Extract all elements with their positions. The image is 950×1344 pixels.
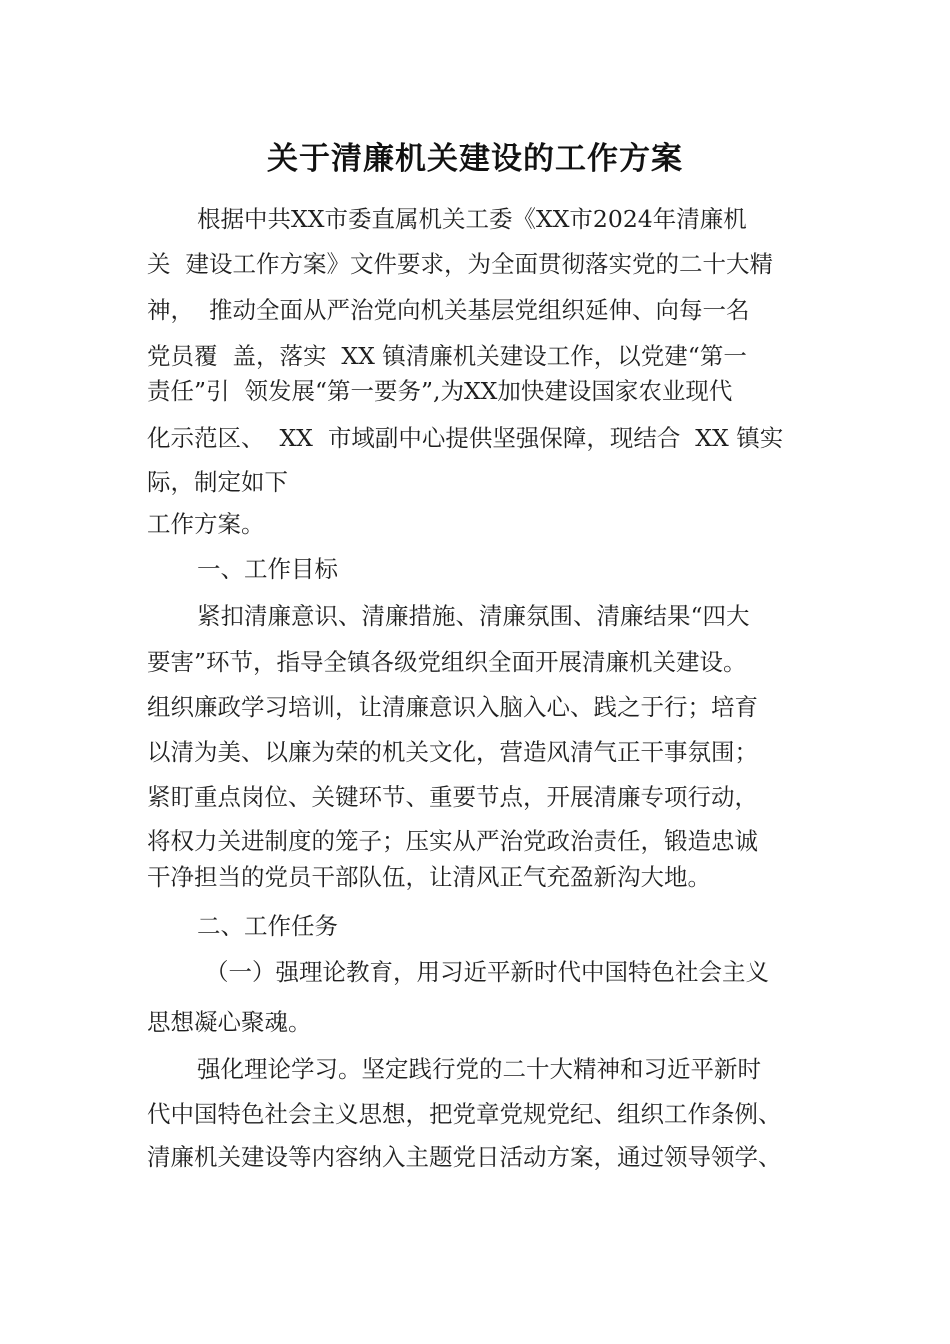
para-line-1: 强化理论学习。坚定践行党的二十大精神和习近平新时 [197,1055,761,1083]
document-title: 关于清廉机关建设的工作方案 [267,141,683,177]
subsection1-line-1: （一）强理论教育，用习近平新时代中国特色社会主义 [205,958,769,986]
section-heading-tasks: 二、工作任务 [197,912,338,940]
para-line-3: 清廉机关建设等内容纳入主题党日活动方案，通过领导领学、 [147,1143,782,1171]
section-heading-goals: 一、工作目标 [197,555,338,583]
para-line-2: 代中国特色社会主义思想，把党章党规党纪、组织工作条例、 [147,1100,782,1128]
section1-line-5: 紧盯重点岗位、关键环节、重要节点，开展清廉专项行动， [147,783,758,811]
section1-line-4: 以清为美、以廉为荣的机关文化，营造风清气正干事氛围； [147,738,758,766]
intro-line-3: 神， 推动全面从严治党向机关基层党组织延伸、向每一名 [147,296,750,324]
intro-line-8: 工作方案。 [147,510,265,538]
intro-line-2: 关 建设工作方案》文件要求，为全面贯彻落实党的二十大精 [147,250,773,278]
intro-line-5: 责任”引 领发展“第一要务”,为XX加快建设国家农业现代 [147,377,733,405]
intro-line-4: 党员覆 盖，落实 XX 镇清廉机关建设工作，以党建“第一 [147,342,747,370]
section1-line-3: 组织廉政学习培训，让清廉意识入脑入心、践之于行；培育 [147,693,758,721]
intro-line-6: 化示范区、 XX 市域副中心提供坚强保障，现结合 XX 镇实 [147,424,784,452]
section1-line-1: 紧扣清廉意识、清廉措施、清廉氛围、清廉结果“四大 [197,602,750,630]
intro-line-7: 际，制定如下 [147,468,288,496]
intro-line-1: 根据中共XX市委直属机关工委《XX市2024年清廉机 [197,205,747,233]
section1-line-6: 将权力关进制度的笼子；压实从严治党政治责任，锻造忠诚 [147,827,758,855]
section1-line-2: 要害”环节，指导全镇各级党组织全面开展清廉机关建设。 [147,648,747,676]
subsection1-line-2: 思想凝心聚魂。 [147,1008,312,1036]
section1-line-7: 干净担当的党员干部队伍，让清风正气充盈新沟大地。 [147,863,711,891]
